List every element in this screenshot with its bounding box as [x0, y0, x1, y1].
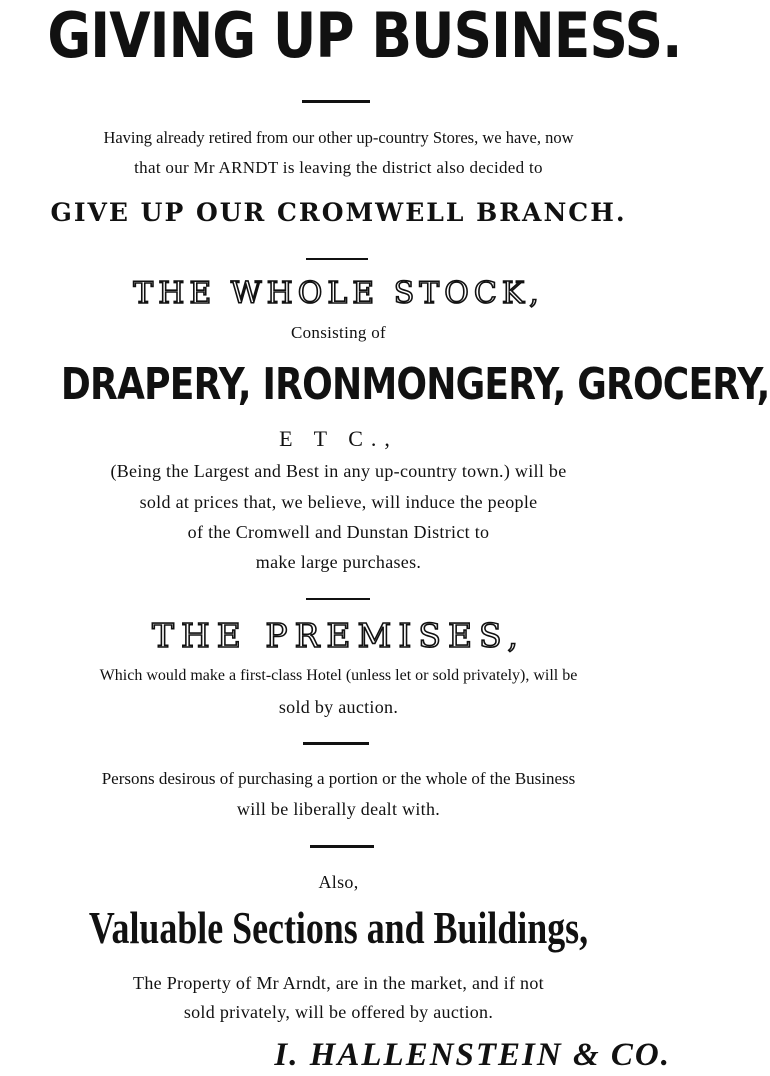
advert-title: GIVING UP BUSINESS.	[47, 0, 682, 72]
branch-heading: GIVE UP OUR CROMWELL BRANCH.	[50, 198, 627, 227]
etc-line: E T C.,	[279, 426, 398, 451]
premises-heading: THE PREMISES,	[152, 616, 525, 655]
premises-line-1: Which would make a first-class Hotel (unless let or sold privately), will be	[99, 667, 578, 684]
stock-heading: THE WHOLE STOCK,	[133, 276, 544, 311]
property-line-2: sold privately, will be offered by auction.	[183, 1002, 494, 1022]
intro-line-2: that our Mr ARNDT is leaving the district also decided to	[134, 158, 543, 177]
signature: I. HALLENSTEIN & CO.	[274, 1037, 671, 1073]
divider-rule	[306, 258, 368, 260]
divider-rule	[303, 742, 369, 745]
consisting-line: Consisting of	[290, 323, 387, 342]
stock-line-3: of the Cromwell and Dunstan District to	[187, 522, 490, 542]
persons-line-1: Persons desirous of purchasing a portion or the whole of the Business	[101, 769, 576, 788]
stock-line-4: make large purchases.	[255, 552, 422, 572]
property-line-1: The Property of Mr Arndt, are in the market, and if not	[133, 973, 544, 993]
divider-rule	[306, 598, 370, 600]
stock-line-2: sold at prices that, we believe, will induce the people	[139, 492, 538, 512]
stock-line-1: (Being the Largest and Best in any up-country town.) will be	[110, 461, 567, 481]
persons-line-2: will be liberally dealt with.	[236, 799, 441, 819]
premises-line-2: sold by auction.	[278, 697, 399, 717]
intro-line-1: Having already retired from our other up-country Stores, we have, now	[103, 128, 574, 147]
also-line: Also,	[318, 872, 359, 892]
divider-rule	[310, 845, 374, 848]
goods-heading: DRAPERY, IRONMONGERY, GROCERY,	[60, 359, 770, 410]
divider-rule	[302, 100, 370, 103]
sections-heading: Valuable Sections and Buildings,	[88, 902, 589, 953]
